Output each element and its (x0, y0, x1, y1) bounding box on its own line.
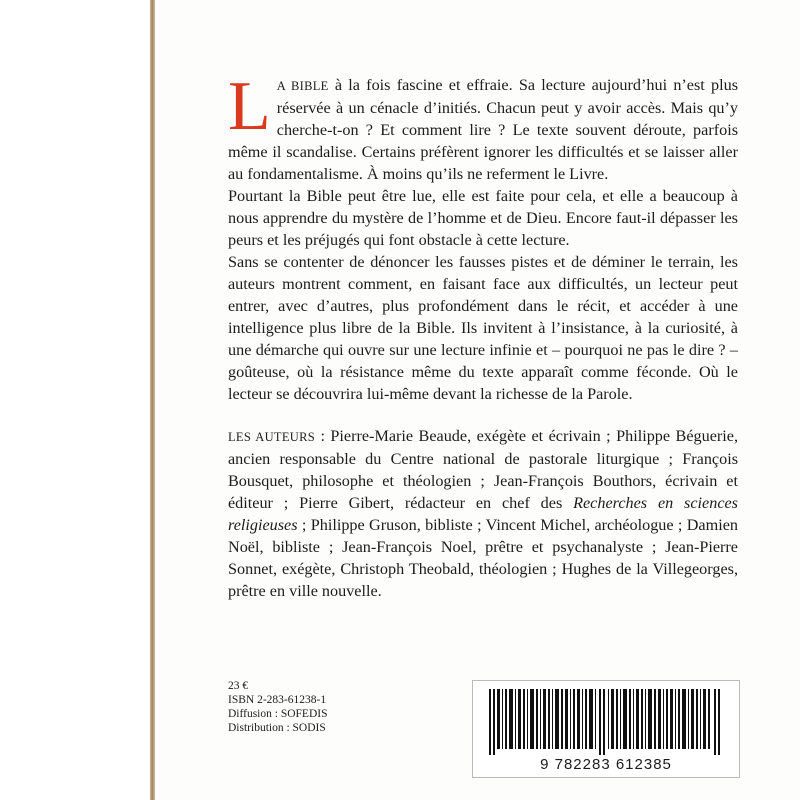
journal-title: Recherches en sciences religieuses (228, 494, 738, 534)
authors-text-2: ; Philippe Gruson, bibliste ; Vincent Michel, archéologue ; Damien Noël, bibliste ; Jean-François Noel, prêtre et psychanalyste ; Jean-Pierre Sonnet, exégète, Christoph Theobald, théologien ; Hughes de la Villegeorges, prêtre en ville nouvelle. (228, 516, 738, 600)
barcode-number: 9 782283 612385 (540, 756, 672, 773)
blurb-paragraph-1 (228, 68, 738, 185)
publication-info (228, 679, 428, 735)
barcode (472, 680, 740, 778)
authors-label: LES AUTEURS (228, 430, 316, 444)
isbn: ISBN 2-283-61238-1 (228, 694, 327, 706)
authors-paragraph (228, 425, 738, 602)
blurb-paragraph-2: Pourtant la Bible peut être lue, elle est faite pour cela, et elle a beaucoup à nous apprendre du mystère de l’homme et de Dieu. Encore faut-il dépasser les peurs et les préjugés qui font obstacle à cette lecture. (228, 187, 738, 249)
authors-text-1: : Pierre-Marie Beaude, exégète et écrivain ; Philippe Béguerie, ancien responsable du Centre national de pastorale liturgique ; François Bousquet, philosophe et théologien ; Jean-François Bouthors, écrivain et éditeur ; Pierre Gibert, rédacteur en chef des (228, 427, 738, 512)
diffusion: Diffusion : SOFEDIS (228, 708, 328, 720)
price: 23 € (228, 680, 249, 692)
lead-smallcaps: A BIBLE (276, 79, 329, 93)
blurb-p1-text: à la fois fascine et effraie. Sa lecture aujourd’hui n’est plus réservée à un cénacle d’initiés. Chacun peut y avoir accès. Mais qu’y cherche-t-on ? Et comment lire ? Le texte souvent déroute, parfois même il scandalise. Certains préfèrent ignorer les difficultés et se laisser aller au fondamentalisme. À moins qu’ils ne referment le Livre. (228, 76, 738, 183)
distribution: Distribution : SODIS (228, 722, 326, 734)
blurb-paragraph-3: Sans se contenter de dénoncer les fausses pistes et de déminer le terrain, les auteurs montrent comment, en faisant face aux difficultés, un lecteur peut entrer, avec d’autres, plus profondément dans le récit, et accéder à une intelligence plus libre de la Bible. Ils invitent à l’insistance, à la curiosité, à une démarche qui ouvre sur une lecture infinie et – pourquoi ne pas le dire ? – goûteuse, où la résistance même du texte apparaît comme féconde. Où le lecteur se découvrira lui-même devant la richesse de la Parole. (228, 253, 738, 403)
drop-cap-letter: L (228, 68, 271, 145)
back-cover-text (228, 68, 738, 602)
barcode-bars-icon (489, 689, 723, 755)
